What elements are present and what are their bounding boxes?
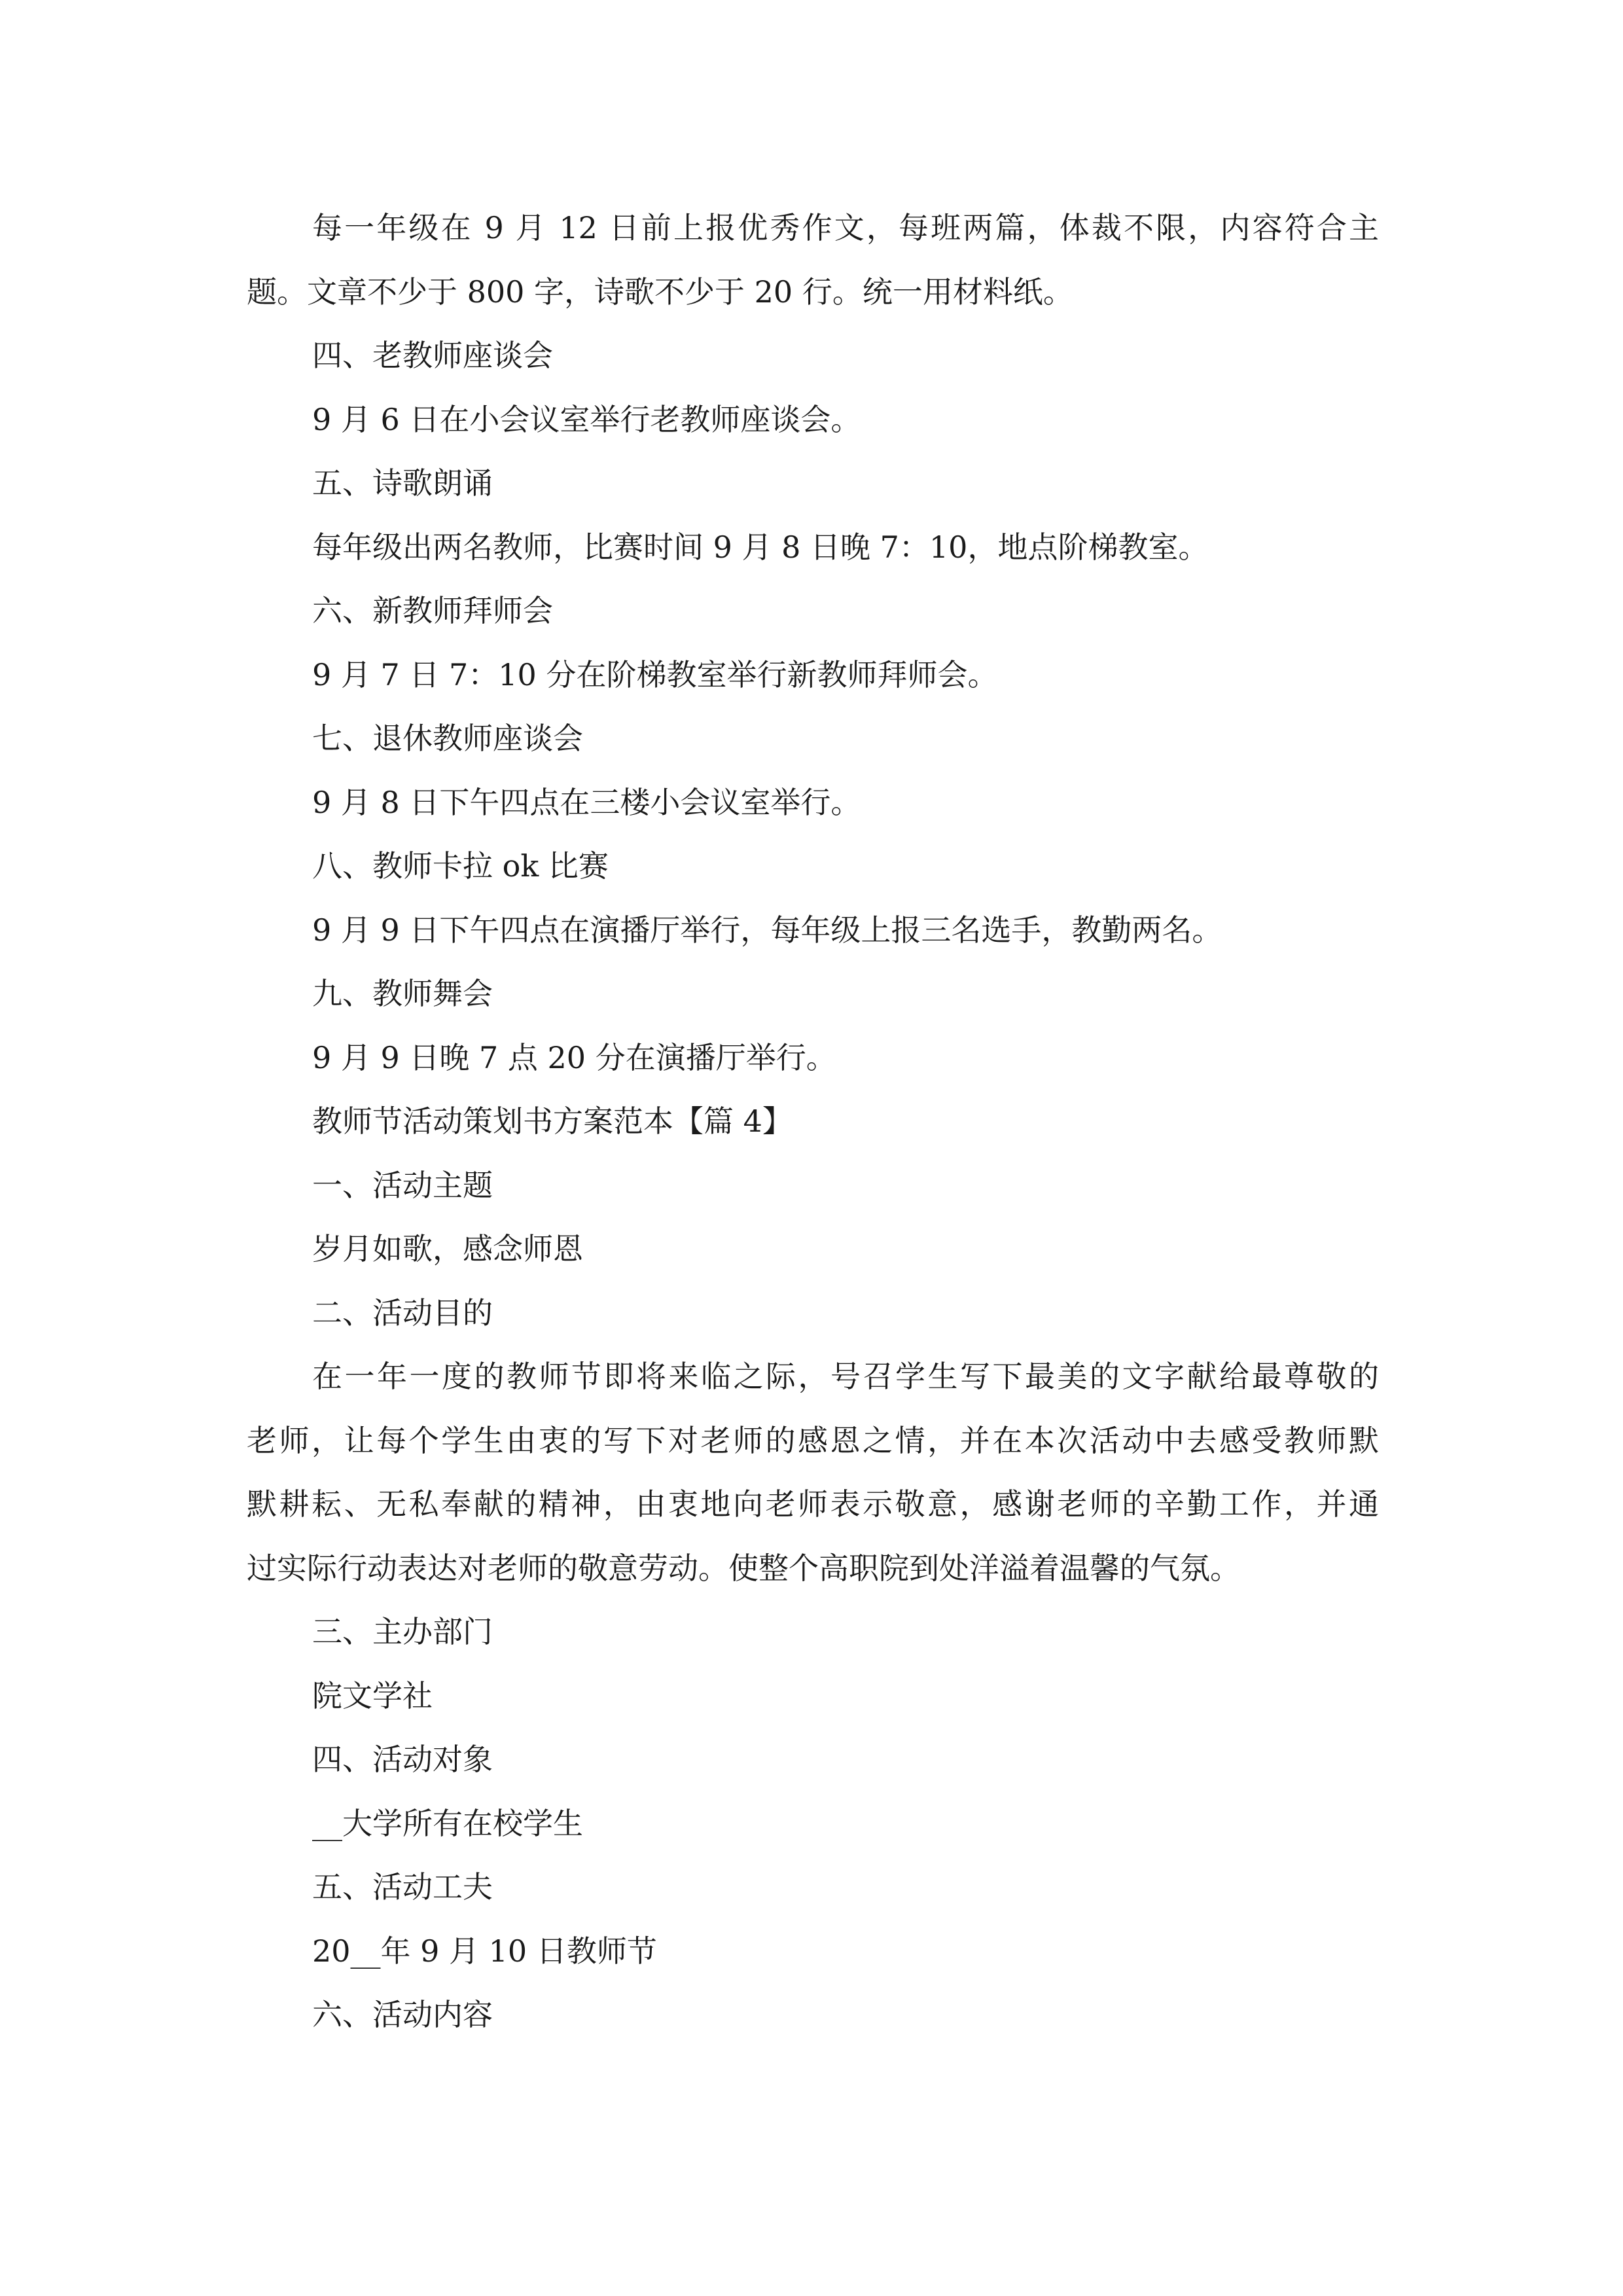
text-line: 四、老教师座谈会 bbox=[312, 338, 553, 373]
text-line: 八、教师卡拉 ok 比赛 bbox=[312, 848, 609, 884]
text-line: 每年级出两名教师，比赛时间 9 月 8 日晚 7：10，地点阶梯教室。 bbox=[312, 529, 1209, 565]
text-line: 七、退休教师座谈会 bbox=[312, 721, 583, 756]
text-line: 院文学社 bbox=[312, 1677, 433, 1713]
text-line: 六、新教师拜师会 bbox=[312, 593, 553, 628]
text-line: 过实际行动表达对老师的敬意劳动。使整个高职院到处洋溢着温馨的气氛。 bbox=[247, 1550, 1240, 1586]
document-body bbox=[247, 196, 1379, 2047]
text-line: 老师，让每个学生由衷的写下对老师的感恩之情，并在本次活动中去感受教师默 bbox=[247, 1422, 1379, 1458]
text-line: 9 月 8 日下午四点在三楼小会议室举行。 bbox=[312, 784, 861, 820]
text-line: 岁月如歌，感念师恩 bbox=[312, 1231, 583, 1266]
text-line: 六、活动内容 bbox=[312, 1997, 493, 2032]
text-line: 9 月 7 日 7：10 分在阶梯教室举行新教师拜师会。 bbox=[312, 656, 998, 692]
text-line: 五、活动工夫 bbox=[312, 1869, 493, 1905]
text-line: 四、活动对象 bbox=[312, 1742, 493, 1777]
text-line: 五、诗歌朗诵 bbox=[312, 465, 493, 501]
text-line: 9 月 6 日在小会议室举行老教师座谈会。 bbox=[312, 401, 861, 437]
text-line: 每一年级在 9 月 12 日前上报优秀作文，每班两篇，体裁不限，内容符合主 bbox=[312, 210, 1379, 245]
text-line: 默耕耘、无私奉献的精神，由衷地向老师表示敬意，感谢老师的辛勤工作，并通 bbox=[247, 1486, 1379, 1522]
text-line: 一、活动主题 bbox=[312, 1167, 493, 1203]
text-line: 20__年 9 月 10 日教师节 bbox=[312, 1933, 657, 1969]
text-line: 教师节活动策划书方案范本【篇 4】 bbox=[312, 1103, 793, 1139]
text-line: 题。文章不少于 800 字，诗歌不少于 20 行。统一用材料纸。 bbox=[247, 274, 1073, 310]
text-line: 九、教师舞会 bbox=[312, 976, 493, 1011]
text-line: 三、主办部门 bbox=[312, 1614, 493, 1649]
text-line: 9 月 9 日下午四点在演播厅举行，每年级上报三名选手，教勤两名。 bbox=[312, 912, 1222, 948]
text-line: 二、活动目的 bbox=[312, 1295, 493, 1331]
text-line: __大学所有在校学生 bbox=[312, 1805, 583, 1841]
text-line: 在一年一度的教师节即将来临之际，号召学生写下最美的文字献给最尊敬的 bbox=[312, 1359, 1379, 1394]
text-line: 9 月 9 日晚 7 点 20 分在演播厅举行。 bbox=[312, 1039, 836, 1075]
